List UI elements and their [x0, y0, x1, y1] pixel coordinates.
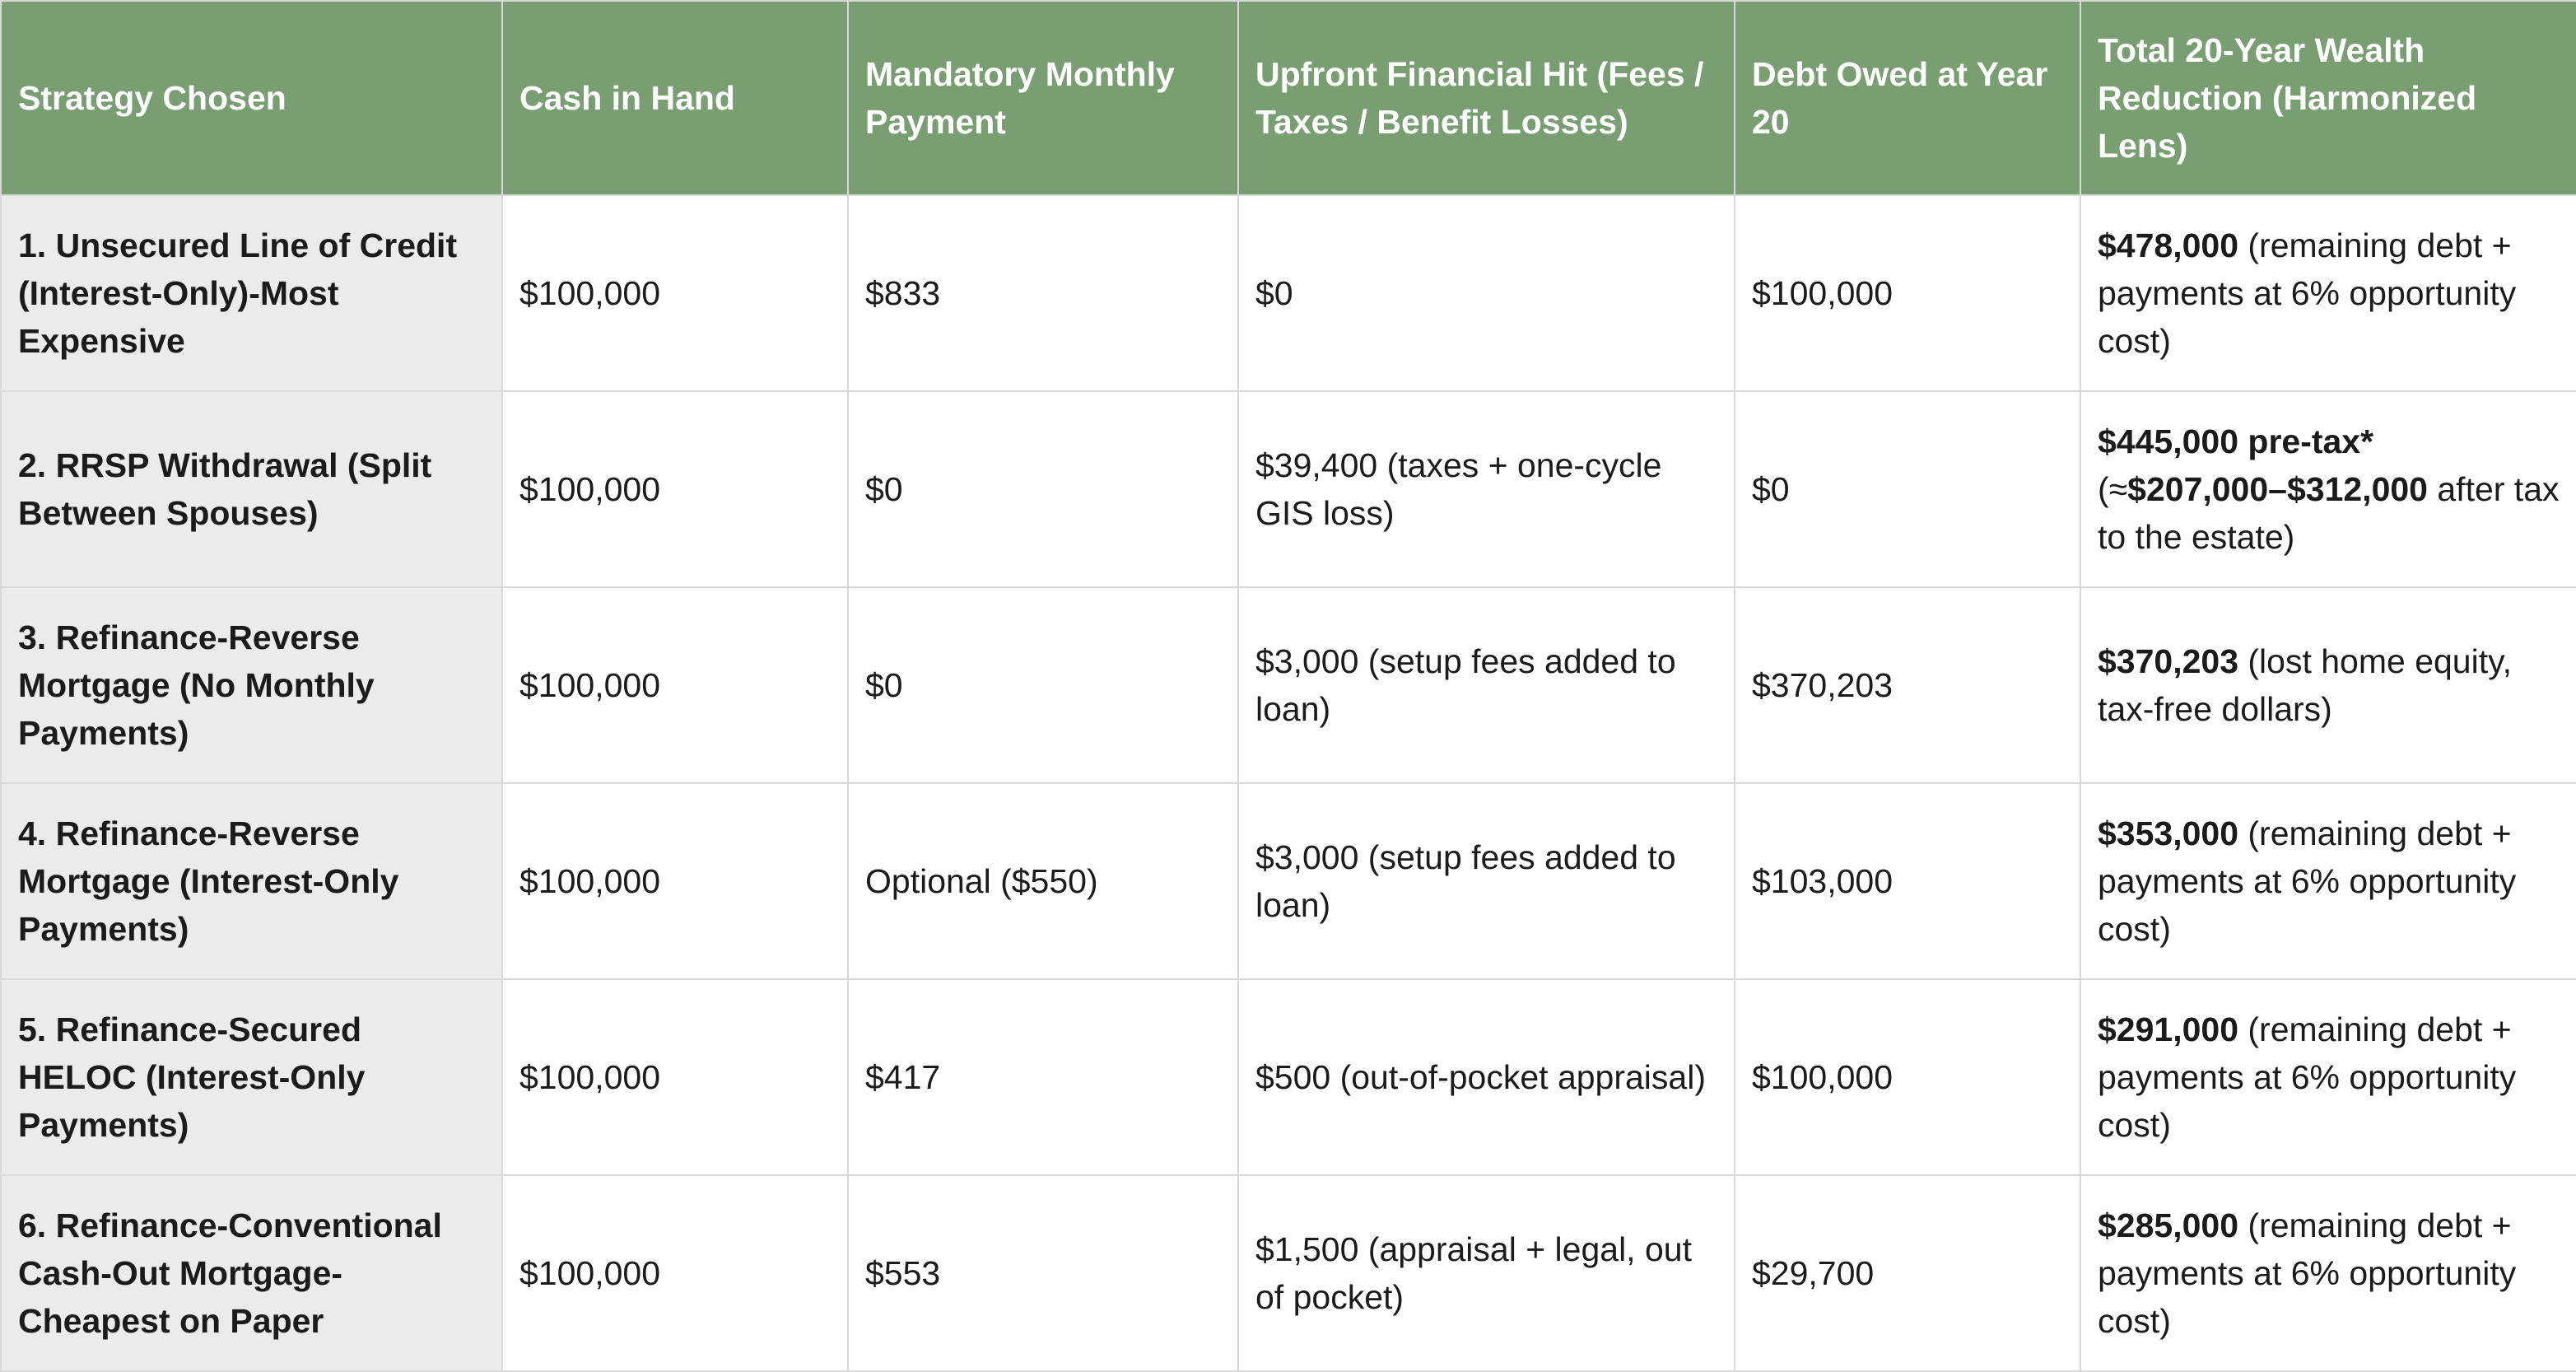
strategy-cell: 3. Refinance-Reverse Mortgage (No Monthly Payments) — [1, 587, 502, 783]
header-cash-in-hand: Cash in Hand — [502, 1, 848, 195]
table-row — [1, 587, 2576, 783]
table-row — [1, 195, 2576, 391]
wealth-reduction-cell — [2080, 783, 2576, 979]
cash-cell: $100,000 — [502, 587, 848, 783]
wealth-note: (remaining debt + payments at 6% opportunity cost) — [2098, 1206, 2517, 1340]
header-wealth-reduction: Total 20-Year Wealth Reduction (Harmonized Lens) — [2080, 1, 2576, 195]
header-debt-year-20: Debt Owed at Year 20 — [1735, 1, 2080, 195]
wealth-after-tax-range: $207,000–$312,000 — [2127, 470, 2428, 508]
upfront-hit-cell: $500 (out-of-pocket appraisal) — [1238, 979, 1735, 1175]
strategy-cell: 6. Refinance-Conventional Cash-Out Mortgage-Cheapest on Paper — [1, 1175, 502, 1371]
strategy-cell: 5. Refinance-Secured HELOC (Interest-Only Payments) — [1, 979, 502, 1175]
monthly-payment-cell: $553 — [848, 1175, 1238, 1371]
cash-cell: $100,000 — [502, 391, 848, 587]
header-upfront-hit: Upfront Financial Hit (Fees / Taxes / Benefit Losses) — [1238, 1, 1735, 195]
wealth-note: after tax to the estate) — [2098, 470, 2560, 556]
wealth-note-prefix: (≈ — [2098, 470, 2128, 508]
table-row — [1, 391, 2576, 587]
debt-cell: $29,700 — [1735, 1175, 2080, 1371]
debt-cell: $370,203 — [1735, 587, 2080, 783]
table-body — [1, 195, 2576, 1371]
debt-cell: $100,000 — [1735, 195, 2080, 391]
wealth-amount: $353,000 — [2098, 814, 2239, 852]
wealth-reduction-cell — [2080, 979, 2576, 1175]
wealth-reduction-cell — [2080, 391, 2576, 587]
cash-cell: $100,000 — [502, 195, 848, 391]
upfront-hit-cell: $39,400 (taxes + one-cycle GIS loss) — [1238, 391, 1735, 587]
monthly-payment-cell: $417 — [848, 979, 1238, 1175]
table-row — [1, 979, 2576, 1175]
debt-cell: $103,000 — [1735, 783, 2080, 979]
table-row — [1, 1175, 2576, 1371]
monthly-payment-cell: $0 — [848, 391, 1238, 587]
debt-cell: $100,000 — [1735, 979, 2080, 1175]
wealth-reduction-cell — [2080, 1175, 2576, 1371]
wealth-note: (remaining debt + payments at 6% opportunity cost) — [2098, 814, 2517, 948]
cash-cell: $100,000 — [502, 783, 848, 979]
monthly-payment-cell: $0 — [848, 587, 1238, 783]
wealth-reduction-cell — [2080, 587, 2576, 783]
wealth-note: (remaining debt + payments at 6% opportunity cost) — [2098, 1010, 2517, 1144]
wealth-amount: $291,000 — [2098, 1010, 2239, 1048]
strategy-cell: 1. Unsecured Line of Credit (Interest-Only)-Most Expensive — [1, 195, 502, 391]
strategy-cell: 4. Refinance-Reverse Mortgage (Interest-Only Payments) — [1, 783, 502, 979]
upfront-hit-cell: $1,500 (appraisal + legal, out of pocket) — [1238, 1175, 1735, 1371]
header-strategy: Strategy Chosen — [1, 1, 502, 195]
upfront-hit-cell: $3,000 (setup fees added to loan) — [1238, 783, 1735, 979]
wealth-reduction-cell — [2080, 195, 2576, 391]
cash-cell: $100,000 — [502, 979, 848, 1175]
upfront-hit-cell: $3,000 (setup fees added to loan) — [1238, 587, 1735, 783]
debt-cell: $0 — [1735, 391, 2080, 587]
monthly-payment-cell: $833 — [848, 195, 1238, 391]
table-row — [1, 783, 2576, 979]
wealth-note: (remaining debt + payments at 6% opportunity cost) — [2098, 226, 2517, 360]
wealth-amount: $370,203 — [2098, 642, 2239, 680]
header-row — [1, 1, 2576, 195]
upfront-hit-cell: $0 — [1238, 195, 1735, 391]
strategy-cell: 2. RRSP Withdrawal (Split Between Spouses) — [1, 391, 502, 587]
cash-cell: $100,000 — [502, 1175, 848, 1371]
monthly-payment-cell: Optional ($550) — [848, 783, 1238, 979]
wealth-amount: $285,000 — [2098, 1206, 2239, 1244]
wealth-amount: $445,000 pre-tax* — [2098, 422, 2374, 460]
wealth-amount: $478,000 — [2098, 226, 2239, 264]
table-header — [1, 1, 2576, 195]
header-monthly-payment: Mandatory Monthly Payment — [848, 1, 1238, 195]
wealth-note: (lost home equity, tax-free dollars) — [2098, 642, 2512, 728]
